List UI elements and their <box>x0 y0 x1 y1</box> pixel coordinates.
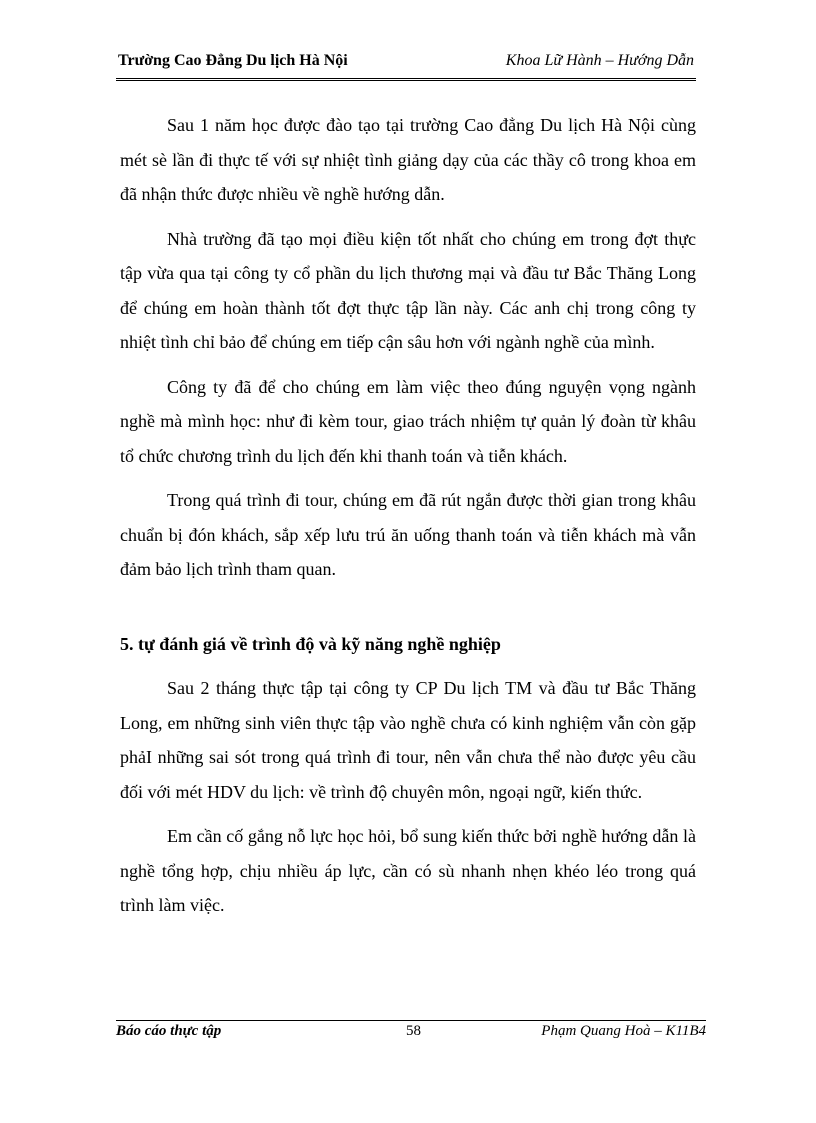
page-footer <box>116 1020 706 1045</box>
paragraph: Công ty đã để cho chúng em làm việc theo đúng nguyện vọng ngành nghề mà mình học: như đi kèm tour, giao trách nhiệm tự quản lý đoàn từ khâu tổ chức chương trình du lịch đến khi thanh toán và tiễn khách. <box>120 376 696 466</box>
page-number: 58 <box>406 1023 421 1039</box>
section-heading: 5. tự đánh giá về trình độ và kỹ năng nghề nghiệp <box>120 633 501 654</box>
paragraph: Sau 2 tháng thực tập tại công ty CP Du lịch TM và đầu tư Bắc Thăng Long, em những sinh viên thực tập vào nghề chưa có kinh nghiệm vẫn còn gặp phảI những sai sót trong quá trình đi tour, nên vẫn chưa thể nào được yêu cầu đối với mét HDV du lịch: về trình độ chuyên môn, ngoại ngữ, kiến thức. <box>120 678 696 802</box>
footer-report-label: Báo cáo thực tập <box>116 1023 222 1039</box>
footer-author: Phạm Quang Hoà – K11B4 <box>541 1023 706 1039</box>
page-header <box>116 52 696 81</box>
page-content <box>120 108 696 933</box>
paragraph: Em cần cố gắng nỗ lực học hỏi, bổ sung kiến thức bởi nghề hướng dẫn là nghề tổng hợp, chịu nhiều áp lực, cần có sù nhanh nhẹn khéo léo trong quá trình làm việc. <box>120 826 696 915</box>
header-faculty-name: Khoa Lữ Hành – Hướng Dẫn <box>505 52 694 69</box>
header-school-name: Trường Cao Đẳng Du lịch Hà Nội <box>118 52 348 69</box>
paragraph: Sau 1 năm học được đào tạo tại trường Cao đẳng Du lịch Hà Nội cùng mét sè lần đi thực tế với sự nhiệt tình giảng dạy của các thầy cô trong khoa em đã nhận thức được nhiều về nghề hướng dẫn. <box>120 115 696 204</box>
paragraph: Trong quá trình đi tour, chúng em đã rút ngắn được thời gian trong khâu chuẩn bị đón khách, sắp xếp lưu trú ăn uống thanh toán và tiễn khách mà vẫn đảm bảo lịch trình tham quan. <box>120 490 696 579</box>
paragraph: Nhà trường đã tạo mọi điều kiện tốt nhất cho chúng em trong đợt thực tập vừa qua tại công ty cổ phần du lịch thương mại và đầu tư Bắc Thăng Long để chúng em hoàn thành tốt đợt thực tập lần này. Các anh chị trong công ty nhiệt tình chỉ bảo để chúng em tiếp cận sâu hơn với ngành nghề của mình. <box>120 228 696 352</box>
